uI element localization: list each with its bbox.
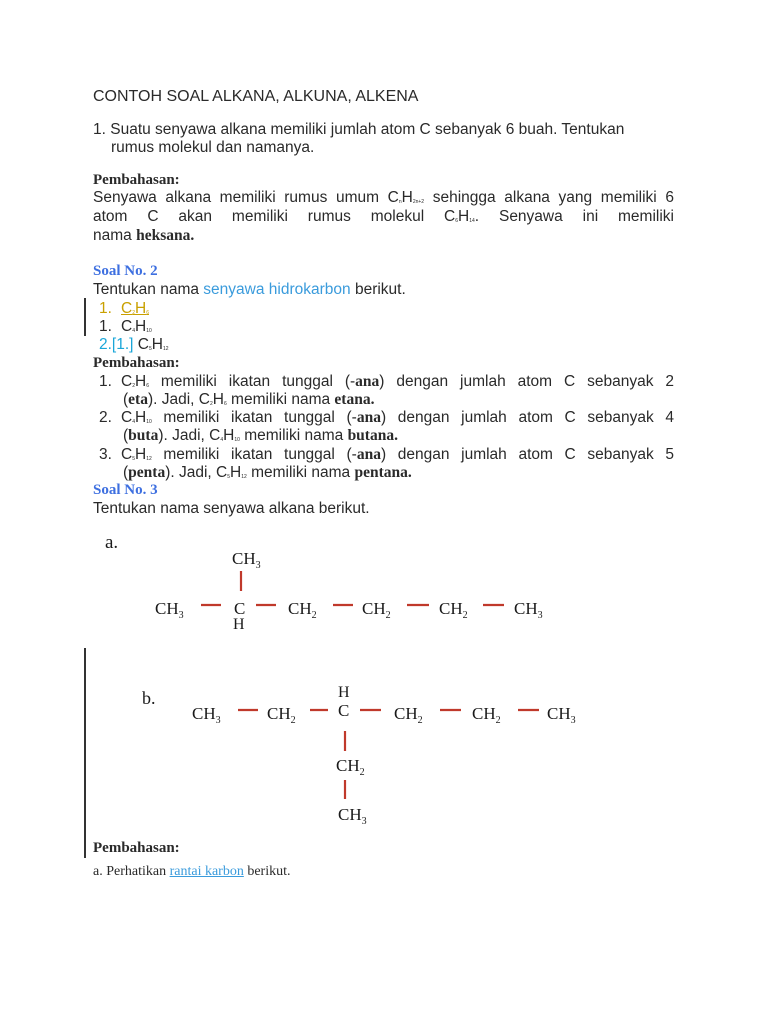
question-number: 1. (93, 121, 106, 138)
svg-text:CH2: $CH_2$ (267, 704, 296, 726)
svg-text:CH3: $CH_3$ (514, 599, 543, 621)
soal-3-intro: Tentukan nama senyawa alkana berikut. (93, 500, 370, 517)
structure-a (95, 525, 565, 640)
answer-item-2: 2. $C_4H_{10}$ memiliki ikatan tunggal (-ana) dengan jumlah atom C sebanyak 4 (buta). Jadi, $C_4H_{10}$ memiliki nama butana. (99, 409, 675, 444)
pembahasan-label: Pembahasan: (93, 172, 180, 188)
svg-text:C: C (234, 599, 246, 618)
soal-2-heading: Soal No. 2 (93, 263, 158, 279)
list-item: 1. $C_2H_6$ (99, 300, 149, 317)
rantai-karbon-link[interactable]: rantai karbon (169, 864, 244, 879)
structure-label: a. (105, 532, 119, 553)
svg-text:C: C (338, 701, 350, 720)
revision-bar (84, 648, 86, 858)
revision-bar (84, 298, 86, 336)
question-text-line: rumus molekul dan namanya. (111, 139, 315, 156)
answer-line: nama heksana. (93, 227, 195, 244)
svg-text:H: H (338, 684, 350, 701)
list-item: 2.[1.] $C_5H_{12}$ (99, 336, 169, 353)
hidrokarbon-link[interactable]: senyawa hidrokarbon (203, 281, 351, 298)
svg-text:CH2: $CH_2$ (362, 599, 391, 621)
structure-label: b. (142, 688, 156, 708)
structure-b (130, 672, 600, 832)
pembahasan-label: Pembahasan: (93, 355, 180, 371)
pembahasan-label: Pembahasan: (93, 840, 180, 856)
svg-text:CH2: $CH_2$ (439, 599, 468, 621)
svg-text:CH2: $CH_2$ (288, 599, 317, 621)
list-item: 1. $C_4H_{10}$ (99, 318, 152, 335)
svg-text:CH2: $CH_2$ (336, 756, 365, 778)
svg-text:H: H (233, 616, 245, 633)
svg-text:CH2: $CH_2$ (472, 704, 501, 726)
svg-text:CH3: $CH_3$ (232, 549, 261, 571)
answer-item-1: 1. $C_2H_6$ memiliki ikatan tunggal (-ana) dengan jumlah atom C sebanyak 2 (eta). Jadi, $C_2H_6$ memiliki nama etana. (99, 373, 674, 408)
soal-3-heading: Soal No. 3 (93, 482, 158, 498)
answer-item-3: 3. $C_5H_{12}$ memiliki ikatan tunggal (-ana) dengan jumlah atom C sebanyak 5 (penta). Jadi, $C_5H_{12}$ memiliki nama pentana. (99, 446, 675, 481)
answer-line: Senyawa alkana memiliki rumus umum $C_nH_{2n+2}$ sehingga alkana yang memiliki 6 (93, 189, 674, 206)
svg-text:CH2: $CH_2$ (394, 704, 423, 726)
svg-text:CH3: $CH_3$ (547, 704, 576, 726)
pembahasan-line: a. Perhatikan rantai karbon berikut. (93, 864, 291, 879)
question-text-line: Suatu senyawa alkana memiliki jumlah atom C sebanyak 6 buah. Tentukan (110, 121, 625, 138)
answer-line: atom C akan memiliki rumus molekul $C_6H_{14}$. Senyawa ini memiliki (93, 208, 674, 225)
soal-2-intro: Tentukan nama senyawa hidrokarbon berikut. (93, 281, 406, 298)
answer-paragraph (93, 189, 674, 245)
svg-text:CH3: $CH_3$ (155, 599, 184, 621)
svg-text:CH3: $CH_3$ (338, 805, 367, 827)
svg-text:CH3: $CH_3$ (192, 704, 221, 726)
question-1 (93, 121, 624, 139)
page-title: CONTOH SOAL ALKANA, ALKUNA, ALKENA (93, 88, 419, 105)
